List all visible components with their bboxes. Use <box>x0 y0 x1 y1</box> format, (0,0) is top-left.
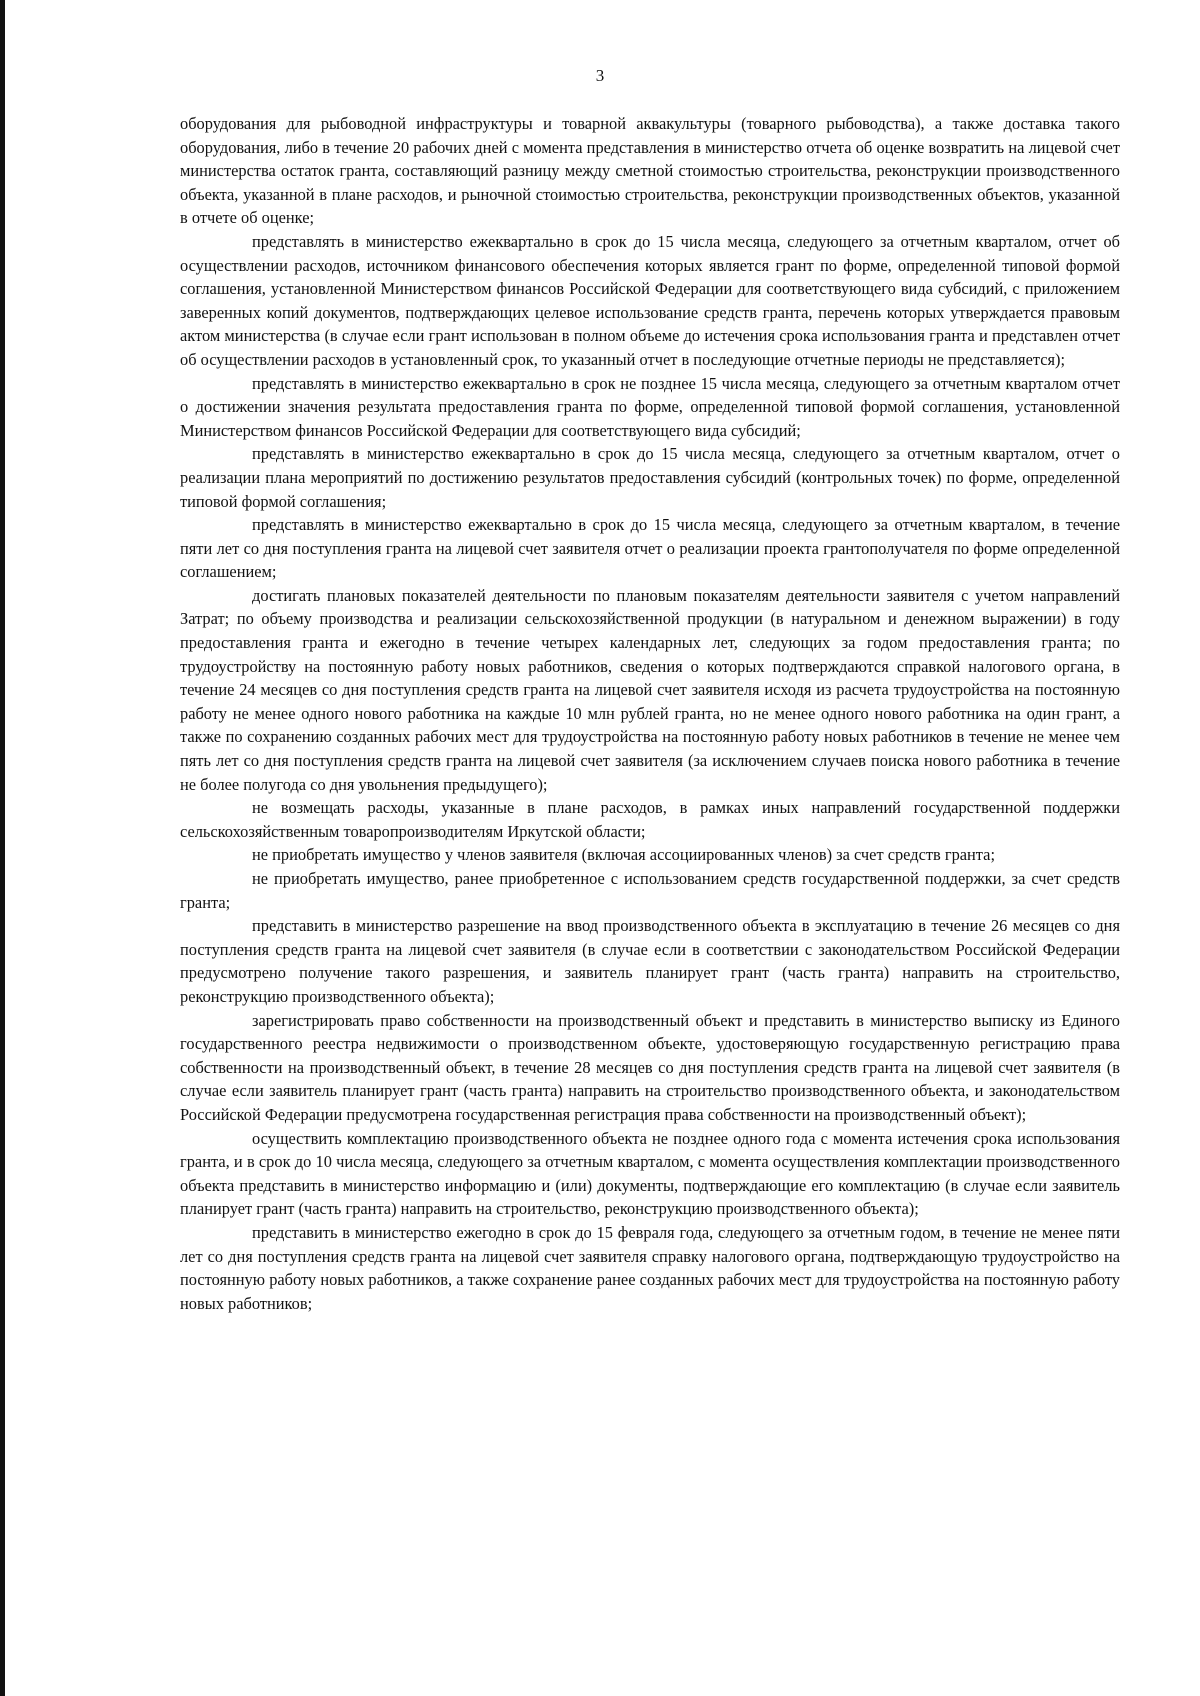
page-number: 3 <box>595 66 605 85</box>
document-body <box>180 112 1120 1315</box>
paragraph-no-reimbursement: не возмещать расходы, указанные в плане расходов, в рамках иных направлений государственной поддержки сельскохозяйственным товаропроизводителям Иркутской области; <box>180 798 1120 841</box>
scan-edge <box>0 0 5 1696</box>
paragraph-no-member-purchase: не приобретать имущество у членов заявителя (включая ассоциированных членов) за счет средств гранта; <box>252 845 996 865</box>
paragraph-checkpoints-report: представлять в министерство ежеквартально в срок до 15 числа месяца, следующего за отчетным кварталом, отчет о реализации плана мероприятий по достижению результатов предоставления субсидий (контрольных точек) по форме, определенной типовой формой соглашения; <box>180 444 1120 511</box>
paragraph-ownership-registration: зарегистрировать право собственности на производственный объект и представить в министерство выписку из Единого государственного реестра недвижимости о производственном объекте, удостоверяющую государственную регистрацию права собственности на производственный объект, в течение 28 месяцев со дня поступления средств гранта на лицевой счет заявителя (в случае если заявитель планирует грант (часть гранта) направить на строительство производственного объекта, и законодательством Российской Федерации предусмотрена государственная регистрация права собственности на производственный объект); <box>180 1010 1120 1124</box>
paragraph-facility-equipping: осуществить комплектацию производственного объекта не позднее одного года с момента истечения срока использования гранта, и в срок до 10 числа месяца, следующего за отчетным кварталом, с момента осуществления комплектации производственного объекта представить в министерство информацию и (или) документы, подтверждающие его комплектацию (в случае если заявитель планирует грант (часть гранта) направить на строительство, реконструкцию производственного объекта); <box>180 1128 1120 1219</box>
paragraph-performance-targets: достигать плановых показателей деятельности по плановым показателям деятельности заявителя с учетом направлений Затрат; по объему производства и реализации сельскохозяйственной продукции (в натуральном и денежном выражении) в году предоставления гранта и ежегодно в течение четырех календарных лет, следующих за годом предоставления гранта; по трудоустройству на постоянную работу новых работников, сведения о которых подтверждаются справкой налогового органа, в течение 24 месяцев со дня поступления средств гранта на лицевой счет заявителя исходя из расчета трудоустройства на постоянную работу не менее одного нового работника на каждые 10 млн рублей гранта, но не менее одного нового работника на один грант, а также по сохранению созданных рабочих мест для трудоустройства на постоянную работу новых работников в течение не менее чем пять лет со дня поступления средств гранта на лицевой счет заявителя (за исключением случаев поиска нового работника в течение не более полугода со дня увольнения предыдущего); <box>180 585 1120 794</box>
paragraph-no-supported-property: не приобретать имущество, ранее приобретенное с использованием средств государственной поддержки, за счет средств гранта; <box>180 869 1120 912</box>
paragraph-project-report: представлять в министерство ежеквартально в срок до 15 числа месяца, следующего за отчетным кварталом, в течение пяти лет со дня поступления гранта на лицевой счет заявителя отчет о реализации проекта грантополучателя по форме определенной соглашением; <box>180 515 1120 582</box>
paragraph-equipment-delivery: оборудования для рыбоводной инфраструктуры и товарной аквакультуры (товарного рыбоводства), а также доставка такого оборудования, либо в течение 20 рабочих дней с момента представления в министерство отчета об оценке возвратить на лицевой счет министерства остаток гранта, составляющий разницу между сметной стоимостью строительства, реконструкции производственного объекта, указанной в плане расходов, и рыночной стоимостью строительства, реконструкции производственных объектов, указанной в отчете об оценке; <box>180 114 1120 228</box>
paragraph-tax-certificate: представить в министерство ежегодно в срок до 15 февраля года, следующего за отчетным годом, в течение не менее пяти лет со дня поступления средств гранта на лицевой счет заявителя справку налогового органа, подтверждающую трудоустройство на постоянную работу новых работников, а также сохранение ранее созданных рабочих мест для трудоустройства на постоянную работу новых работников; <box>180 1222 1120 1313</box>
paragraph-expense-report: представлять в министерство ежеквартально в срок до 15 числа месяца, следующего за отчетным кварталом, отчет об осуществлении расходов, источником финансового обеспечения которых является грант по форме, определенной типовой формой соглашения, установленной Министерством финансов Российской Федерации для соответствующего вида субсидий, с приложением заверенных копий документов, подтверждающих целевое использование средств гранта, перечень которых утверждается правовым актом министерства (в случае если грант использован в полном объеме до истечения срока использования гранта и представлен отчет об осуществлении расходов в установленный срок, то указанный отчет в последующие отчетные периоды не представляется); <box>180 231 1120 369</box>
paragraph-commissioning-permit: представить в министерство разрешение на ввод производственного объекта в эксплуатацию в течение 26 месяцев со дня поступления средств гранта на лицевой счет заявителя (в случае если в соответствии с законодательством Российской Федерации предусмотрено получение такого разрешения, и заявитель планирует грант (часть гранта) направить на строительство, реконструкцию производственного объекта); <box>180 916 1120 1006</box>
paragraph-result-report: представлять в министерство ежеквартально в срок не позднее 15 числа месяца, следующего за отчетным кварталом отчет о достижении значения результата предоставления гранта по форме, определенной типовой формой соглашения, установленной Министерством финансов Российской Федерации для соответствующего вида субсидий; <box>180 373 1120 440</box>
